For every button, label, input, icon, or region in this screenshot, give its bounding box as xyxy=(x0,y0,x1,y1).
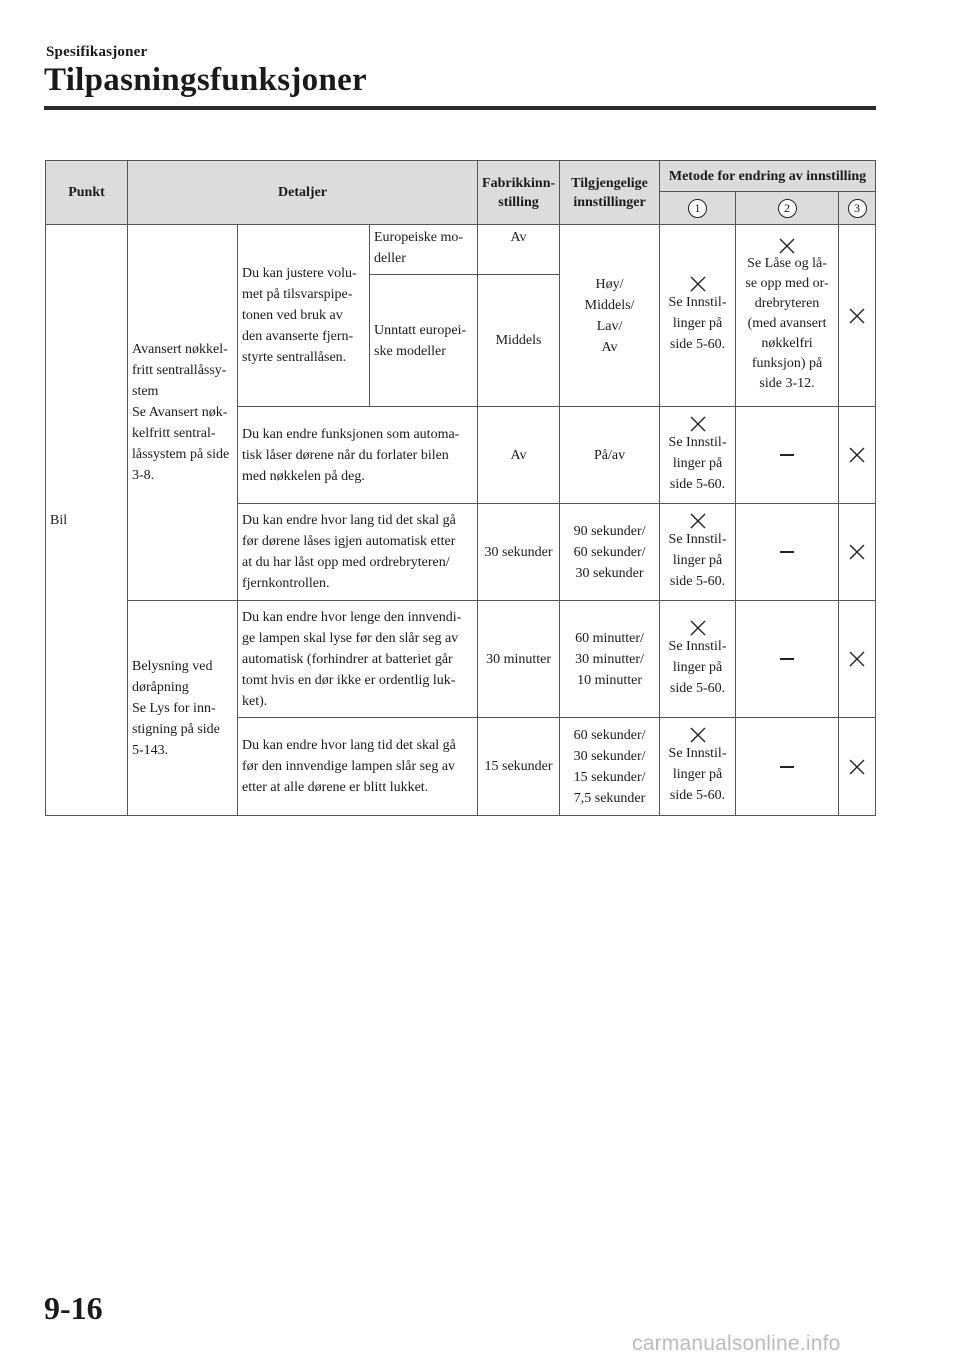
method1-text: Se Innstil- linger på side 5-60. xyxy=(668,531,727,589)
watermark-text: carmanualsonline.info xyxy=(632,1332,841,1355)
method3-cell xyxy=(839,407,876,504)
dash-icon xyxy=(780,454,794,456)
method2-cell xyxy=(736,407,839,504)
title-divider xyxy=(44,106,876,110)
detail-auto-lock: Du kan endre funksjonen som automa- tisk låser dørene når du forlater bilen med nøkkelen på deg. xyxy=(238,407,478,504)
factory-lamp-timeout: 30 minutter xyxy=(478,601,560,718)
method1-cell xyxy=(660,718,736,816)
group-door-light: Belysning ved døråpning Se Lys for inn- stigning på side 5-143. xyxy=(128,601,238,816)
detail-beep-volume: Du kan justere volu- met på tilsvarspipe- tonen ved bruk av den avanserte fjern- styrte sentrallåsen. xyxy=(238,225,370,407)
cross-mark-icon xyxy=(690,620,706,636)
method3-cell xyxy=(839,718,876,816)
cross-mark-icon xyxy=(849,651,865,667)
method1-cell xyxy=(660,601,736,718)
header-punkt: Punkt xyxy=(46,161,128,225)
cross-mark-icon xyxy=(849,447,865,463)
method3-cell xyxy=(839,225,876,407)
cross-mark-icon xyxy=(849,544,865,560)
cross-mark-icon xyxy=(690,416,706,432)
dash-icon xyxy=(780,766,794,768)
circled-number-2: 2 xyxy=(778,199,797,218)
cross-mark-icon xyxy=(690,276,706,292)
factory-auto-lock: Av xyxy=(478,407,560,504)
cross-mark-icon xyxy=(849,308,865,324)
method2-cell xyxy=(736,718,839,816)
detail-relock: Du kan endre hvor lang tid det skal gå før dørene låses igjen automatisk etter at du har låst opp med ordrebryteren/ fjernkontrollen. xyxy=(238,504,478,601)
available-beep-volume: Høy/ Middels/ Lav/ Av xyxy=(560,225,660,407)
method1-text: Se Innstil- linger på side 5-60. xyxy=(668,638,727,696)
method1-cell xyxy=(660,225,736,407)
category-cell: Bil xyxy=(46,225,128,816)
factory-non-european: Middels xyxy=(478,275,560,407)
dash-icon xyxy=(780,658,794,660)
detail-lamp-timeout: Du kan endre hvor lenge den innvendi- ge lampen skal lyse før den slår seg av automatisk (forhindrer at batteriet går tomt hvis en dør ikke er ordentlig luk- ket). xyxy=(238,601,478,718)
method3-cell xyxy=(839,601,876,718)
method2-cell xyxy=(736,504,839,601)
circled-number-3: 3 xyxy=(848,199,867,218)
method1-text: Se Innstil- linger på side 5-60. xyxy=(668,295,727,352)
cross-mark-icon xyxy=(690,513,706,529)
factory-lamp-off-delay: 15 sekunder xyxy=(478,718,560,816)
factory-european: Av xyxy=(478,225,560,275)
method2-cell xyxy=(736,601,839,718)
cross-mark-icon xyxy=(690,727,706,743)
dash-icon xyxy=(780,551,794,553)
method2-cell xyxy=(736,225,839,407)
circled-number-1: 1 xyxy=(688,199,707,218)
header-method-2 xyxy=(736,192,839,225)
available-auto-lock: På/av xyxy=(560,407,660,504)
page-title: Tilpasningsfunksjoner xyxy=(44,62,367,98)
method3-cell xyxy=(839,504,876,601)
section-label: Spesifikasjoner xyxy=(46,44,148,60)
header-method-3 xyxy=(839,192,876,225)
header-fabrikk: Fabrikkinn- stilling xyxy=(478,161,560,225)
group-keyless-entry: Avansert nøkkel- fritt sentrallåssy- stem Se Avansert nøk- kelfritt sentral- låssystem på side 3-8. xyxy=(128,225,238,601)
cross-mark-icon xyxy=(849,759,865,775)
method1-text: Se Innstil- linger på side 5-60. xyxy=(668,434,727,492)
factory-relock: 30 sekunder xyxy=(478,504,560,601)
header-metode: Metode for endring av innstilling xyxy=(660,161,876,192)
available-lamp-timeout: 60 minutter/ 30 minutter/ 10 minutter xyxy=(560,601,660,718)
header-detaljer: Detaljer xyxy=(128,161,478,225)
method1-cell xyxy=(660,504,736,601)
method1-text: Se Innstil- linger på side 5-60. xyxy=(668,746,727,803)
customization-table xyxy=(45,160,876,816)
available-relock: 90 sekunder/ 60 sekunder/ 30 sekunder xyxy=(560,504,660,601)
cross-mark-icon xyxy=(779,238,795,254)
method2-text: Se Låse og lå- se opp med or- drebryteren (med avansert nøkkelfri funksjon) på side 3-12. xyxy=(745,255,829,391)
sub-european: Europeiske mo- deller xyxy=(370,225,478,275)
method1-cell xyxy=(660,407,736,504)
header-tilgjengelige: Tilgjengelige innstillinger xyxy=(560,161,660,225)
header-method-1 xyxy=(660,192,736,225)
page-number: 9-16 xyxy=(44,1290,103,1326)
detail-lamp-off-delay: Du kan endre hvor lang tid det skal gå før den innvendige lampen slår seg av etter at alle dørene er blitt lukket. xyxy=(238,718,478,816)
sub-non-european: Unntatt europei- ske modeller xyxy=(370,275,478,407)
available-lamp-off-delay: 60 sekunder/ 30 sekunder/ 15 sekunder/ 7,5 sekunder xyxy=(560,718,660,816)
